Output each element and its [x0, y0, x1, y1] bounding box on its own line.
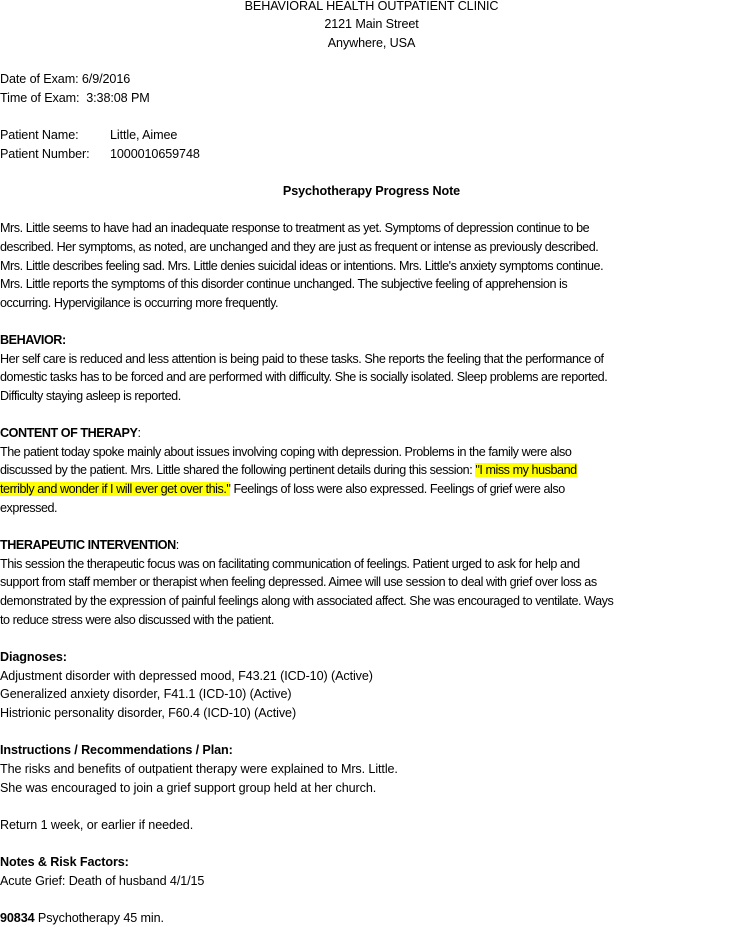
- intervention-line: to reduce stress were also discussed with the patient.: [0, 613, 274, 627]
- content-text: discussed by the patient. Mrs. Little shared the following pertinent details during this session:: [0, 463, 476, 477]
- return-instruction: Return 1 week, or earlier if needed.: [0, 818, 194, 832]
- highlighted-patient-quote: "I miss my husband: [475, 463, 577, 477]
- summary-line: occurring. Hypervigilance is occurring more frequently.: [0, 296, 279, 310]
- diagnosis-item: Adjustment disorder with depressed mood, F43.21 (ICD-10) (Active): [0, 669, 373, 683]
- risk-factors-heading: Notes & Risk Factors:: [0, 855, 129, 869]
- content-of-therapy-line: [0, 461, 577, 479]
- patient-name-label: Patient Name:: [0, 128, 79, 142]
- exam-time: [0, 89, 150, 107]
- diagnosis-item: Histrionic personality disorder, F60.4 (ICD-10) (Active): [0, 706, 297, 720]
- behavior-line: domestic tasks has to be forced and are performed with difficulty. She is socially isolated. Sleep problems are reported.: [0, 370, 608, 384]
- clinic-address-line1: 2121 Main Street: [324, 17, 419, 31]
- billing-description: Psychotherapy 45 min.: [34, 911, 164, 925]
- intervention-line: support from staff member or therapist when feeling depressed. Aimee will use session to deal with grief over loss as: [0, 575, 597, 589]
- patient-number-value: 1000010659748: [110, 147, 200, 161]
- clinic-address-line2: Anywhere, USA: [327, 36, 416, 50]
- patient-number: [0, 145, 200, 163]
- patient-name-value: Little, Aimee: [110, 128, 178, 142]
- exam-date: [0, 70, 130, 88]
- page-title: Psychotherapy Progress Note: [282, 184, 461, 198]
- exam-time-value: 3:38:08 PM: [86, 91, 150, 105]
- exam-time-label: Time of Exam:: [0, 91, 80, 105]
- behavior-line: Difficulty staying asleep is reported.: [0, 389, 181, 403]
- risk-factor-text: Acute Grief: Death of husband 4/1/15: [0, 874, 205, 888]
- content-of-therapy-line: The patient today spoke mainly about issues involving coping with depression. Problems in the family were also: [0, 445, 572, 459]
- plan-line: She was encouraged to join a grief support group held at her church.: [0, 781, 377, 795]
- exam-date-label: Date of Exam:: [0, 72, 79, 86]
- clinic-name: BEHAVIORAL HEALTH OUTPATIENT CLINIC: [244, 0, 499, 13]
- content-text: Feelings of loss were also expressed. Feelings of grief were also: [230, 482, 565, 496]
- highlighted-patient-quote: terribly and wonder if I will ever get over this.": [0, 482, 231, 496]
- summary-line: described. Her symptoms, as noted, are unchanged and they are just as frequent or intense as previously described.: [0, 240, 599, 254]
- therapeutic-intervention-heading: [0, 536, 179, 554]
- diagnosis-item: Generalized anxiety disorder, F41.1 (ICD-10) (Active): [0, 687, 292, 701]
- patient-name: [0, 126, 177, 144]
- plan-heading: Instructions / Recommendations / Plan:: [0, 743, 233, 757]
- exam-date-value: 6/9/2016: [81, 72, 131, 86]
- intervention-line: demonstrated by the expression of painful feelings along with associated affect. She was encouraged to ventilate. Ways: [0, 594, 614, 608]
- heading-colon: :: [175, 538, 179, 552]
- intervention-line: This session the therapeutic focus was on facilitating communication of feelings. Patient urged to ask for help and: [0, 557, 580, 571]
- summary-line: Mrs. Little reports the symptoms of this disorder continue unchanged. The subjective feeling of apprehension is: [0, 277, 568, 291]
- diagnoses-heading: Diagnoses:: [0, 650, 67, 664]
- plan-line: The risks and benefits of outpatient therapy were explained to Mrs. Little.: [0, 762, 398, 776]
- billing-line: [0, 909, 164, 927]
- content-of-therapy-heading: [0, 424, 141, 442]
- summary-line: Mrs. Little seems to have had an inadequate response to treatment as yet. Symptoms of depression continue to be: [0, 221, 590, 235]
- behavior-heading: BEHAVIOR:: [0, 333, 66, 347]
- therapeutic-intervention-heading-text: THERAPEUTIC INTERVENTION: [0, 538, 176, 552]
- content-of-therapy-line: expressed.: [0, 501, 58, 515]
- billing-code: 90834: [0, 911, 35, 925]
- patient-number-label: Patient Number:: [0, 147, 90, 161]
- content-of-therapy-heading-text: CONTENT OF THERAPY: [0, 426, 138, 440]
- behavior-line: Her self care is reduced and less attention is being paid to these tasks. She reports the feeling that the performance of: [0, 352, 604, 366]
- content-of-therapy-line: [0, 480, 565, 498]
- heading-colon: :: [137, 426, 141, 440]
- summary-line: Mrs. Little describes feeling sad. Mrs. Little denies suicidal ideas or intentions. Mrs. Little's anxiety symptoms continue.: [0, 259, 604, 273]
